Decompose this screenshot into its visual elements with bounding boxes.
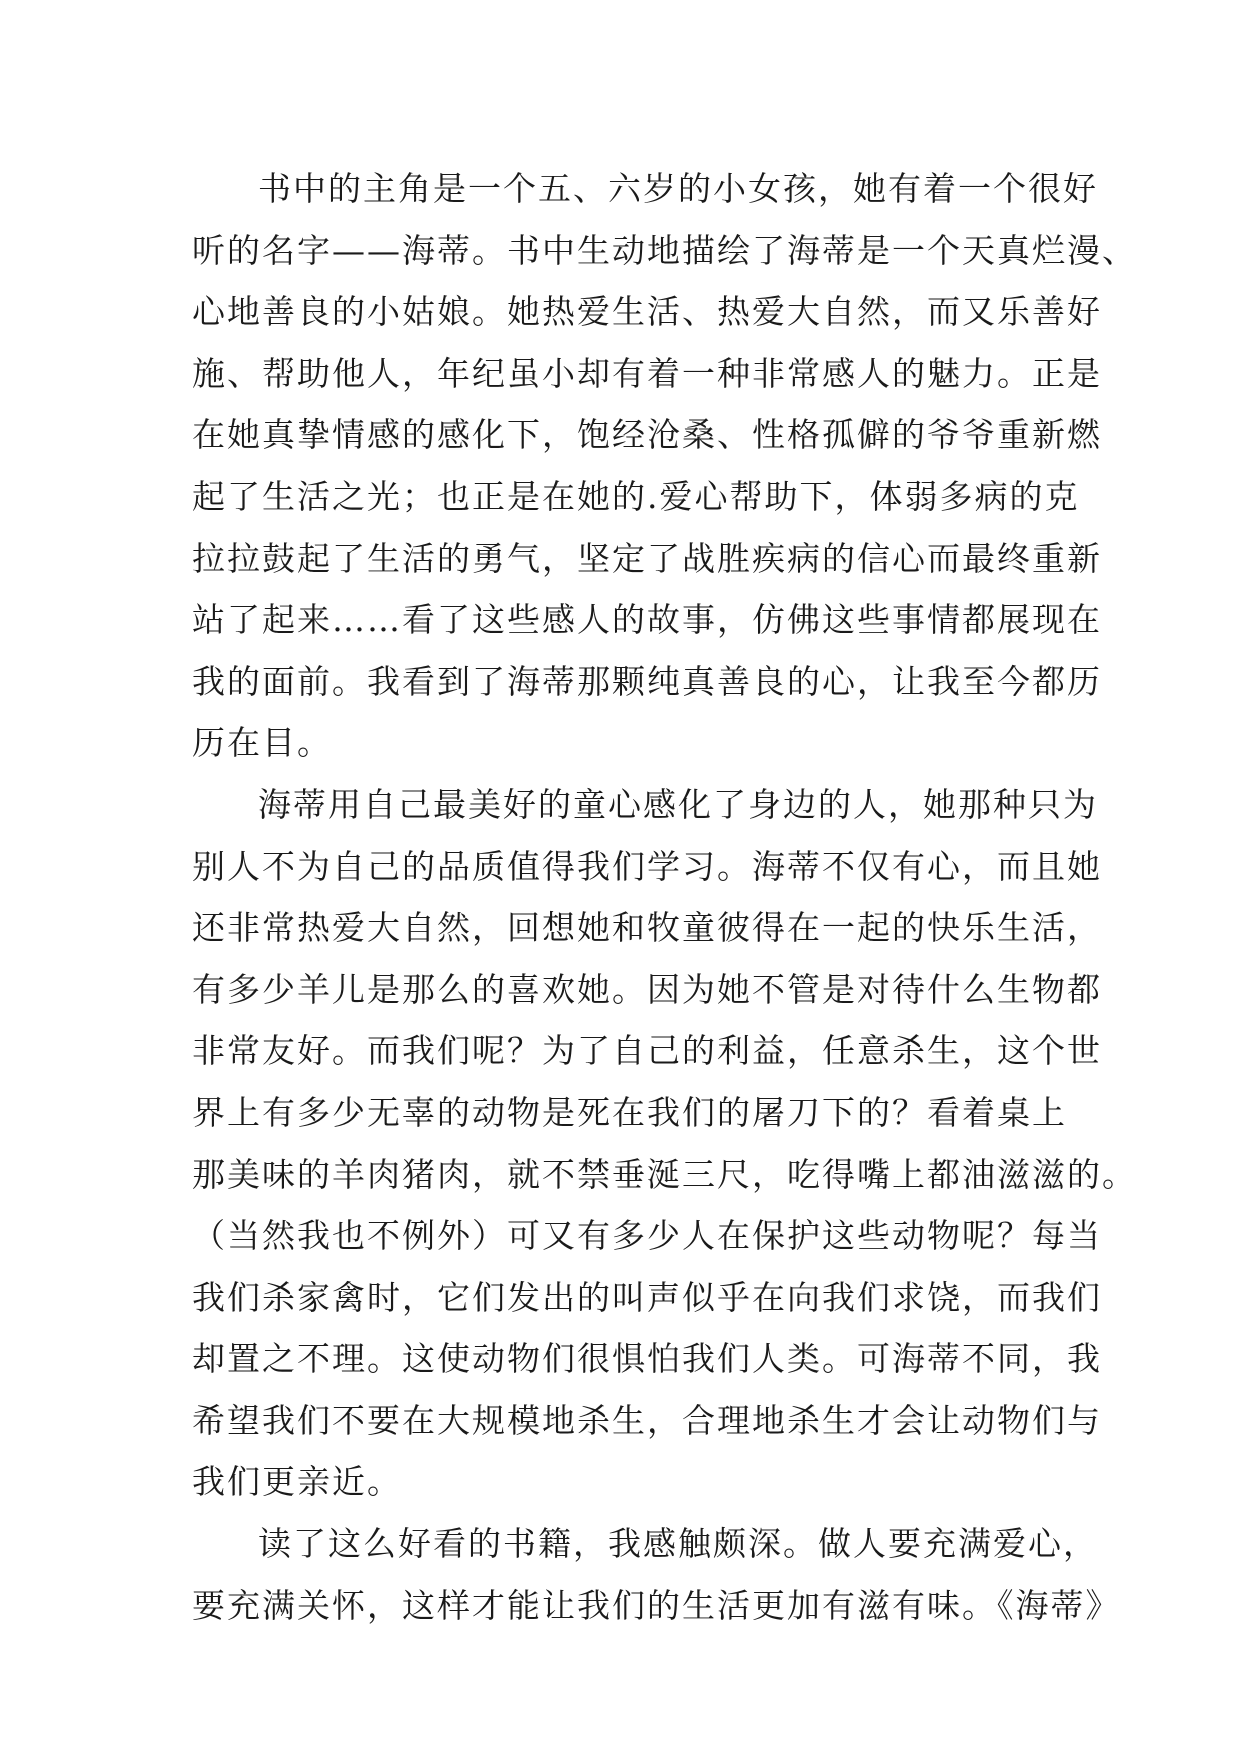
- document-body: [192, 158, 1137, 1636]
- text-line: 在她真挚情感的感化下，饱经沧桑、性格孤僻的爷爷重新燃: [192, 415, 1102, 455]
- text-line: 非常友好。而我们呢？为了自己的利益，任意杀生，这个世: [192, 1031, 1102, 1071]
- text-line: 海蒂用自己最美好的童心感化了身边的人，她那种只为: [258, 784, 1098, 824]
- text-line: 还非常热爱大自然，回想她和牧童彼得在一起的快乐生活，: [192, 908, 1102, 948]
- text-line: 书中的主角是一个五、六岁的小女孩，她有着一个很好: [258, 169, 1098, 208]
- text-line: 别人不为自己的品质值得我们学习。海蒂不仅有心，而且她: [192, 846, 1102, 886]
- text-line: 听的名字——海蒂。书中生动地描绘了海蒂是一个天真烂漫、: [192, 230, 1137, 270]
- text-line: （当然我也不例外）可又有多少人在保护这些动物呢？每当: [192, 1216, 1102, 1256]
- text-line: 读了这么好看的书籍，我感触颇深。做人要充满爱心，: [258, 1524, 1098, 1564]
- text-line: 拉拉鼓起了生活的勇气，坚定了战胜疾病的信心而最终重新: [192, 538, 1102, 578]
- text-line: 我们更亲近。: [192, 1462, 402, 1502]
- text-line: 界上有多少无辜的动物是死在我们的屠刀下的？看着桌上: [192, 1092, 1067, 1132]
- text-line: 历在目。: [192, 723, 332, 763]
- text-line: 要充满关怀，这样才能让我们的生活更加有滋有味。《海蒂》: [192, 1585, 1121, 1625]
- text-line: 我们杀家禽时，它们发出的叫声似乎在向我们求饶，而我们: [192, 1277, 1102, 1317]
- text-line: 心地善良的小姑娘。她热爱生活、热爱大自然，而又乐善好: [192, 292, 1102, 332]
- text-line: 那美味的羊肉猪肉，就不禁垂涎三尺，吃得嘴上都油滋滋的。: [192, 1154, 1137, 1194]
- text-line: 有多少羊儿是那么的喜欢她。因为她不管是对待什么生物都: [192, 969, 1102, 1009]
- text-line: 起了生活之光；也正是在她的.爱心帮助下，体弱多病的克: [192, 476, 1080, 516]
- text-line: 希望我们不要在大规模地杀生，合理地杀生才会让动物们与: [192, 1400, 1102, 1440]
- text-line: 施、帮助他人，年纪虽小却有着一种非常感人的魅力。正是: [192, 353, 1102, 393]
- text-line: 站了起来……看了这些感人的故事，仿佛这些事情都展现在: [192, 600, 1102, 640]
- text-line: 却置之不理。这使动物们很惧怕我们人类。可海蒂不同，我: [192, 1339, 1102, 1379]
- text-line: 我的面前。我看到了海蒂那颗纯真善良的心，让我至今都历: [192, 661, 1102, 701]
